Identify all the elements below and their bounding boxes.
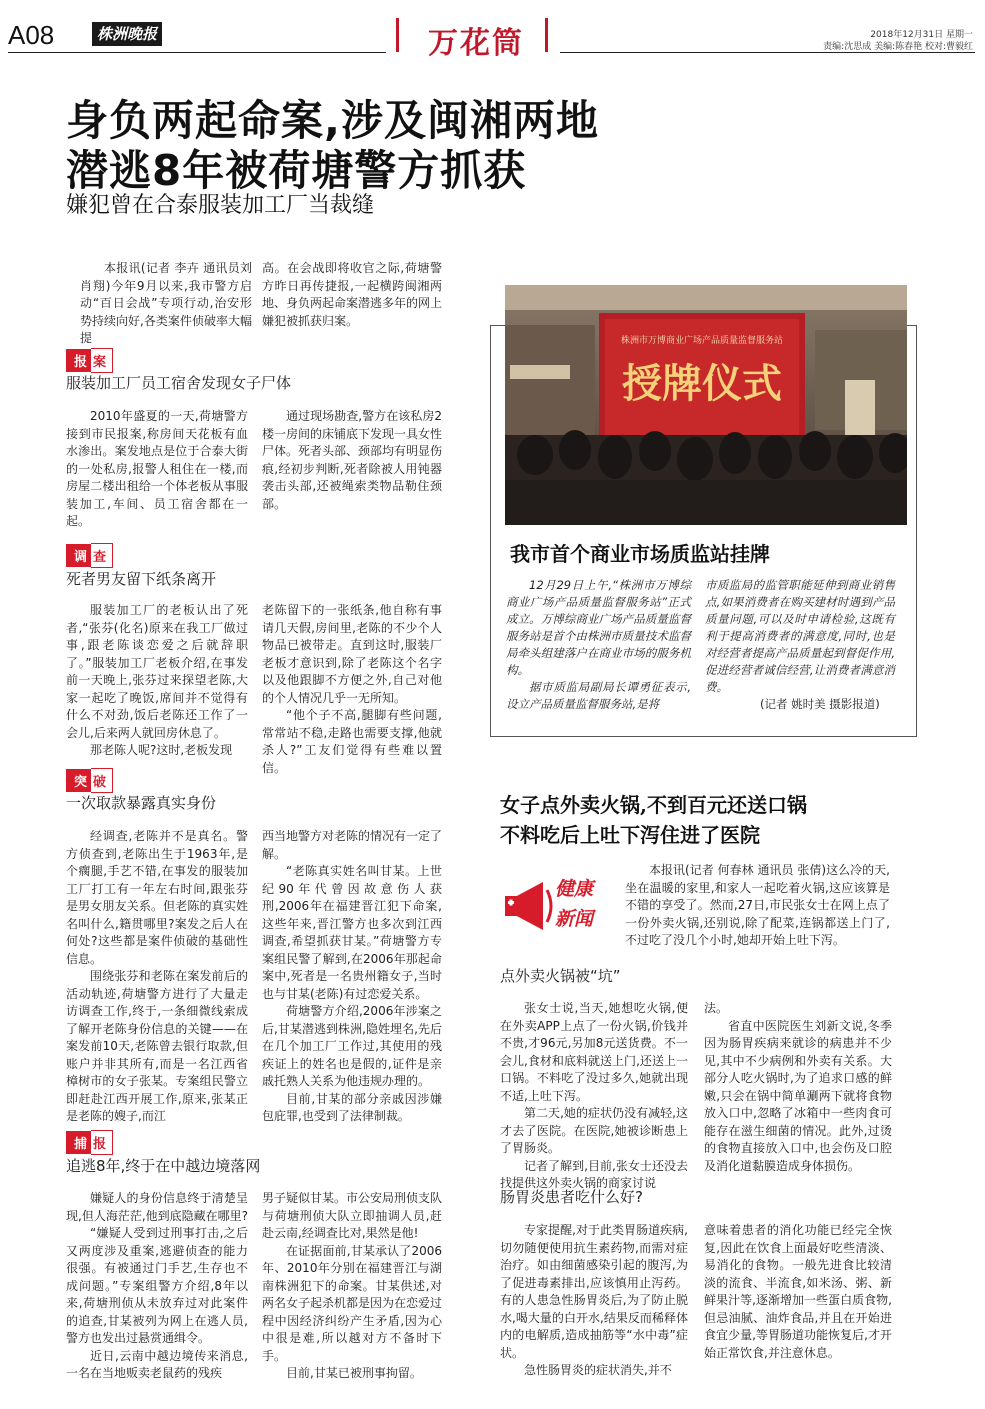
section-1-col-2: 通过现场勘查,警方在该私房2楼一房间的床铺底下发现一具女性尸体。死者头部、颈部均有明显伤痕,经初步判断,死者除被人用钝器袭击头部,还被绳索类物品勒住颈部。: [262, 409, 443, 511]
paper-logo: 株洲晚报: [92, 22, 162, 46]
hotpot-sub-2-heading: 肠胃炎患者吃什么好?: [500, 1188, 643, 1206]
screen-caption: 株洲市万博商业广场产品质量监督服务站: [620, 336, 784, 346]
market-box-byline: (记者 姚时美 摄影报道): [760, 697, 880, 711]
health-news-badge: [503, 870, 619, 942]
market-box-col-2: 市质监局的监管职能延伸到商业销售点,如果消费者在购买建材时遇到产品质量问题,可以及时申请检验,这既有利于提高消费者的满意度,同时,也是对经营者提高产品质量起到督促作用,促进经营者诚信经营,让消费者满意消费。: [705, 578, 895, 694]
tag-capture: 捕 报: [66, 1130, 113, 1155]
headline-line-1: 身负两起命案,涉及闽湘两地: [66, 96, 599, 145]
ceremony-photo: [505, 285, 907, 525]
hotpot-sub-1-col-2: 法。 省直中医院医生刘新文说,冬季因为肠胃疾病来就诊的病患并不少见,其中不少病例和外卖有关系。大部分人吃火锅时,为了追求口感的鲜嫩,只会在锅中简单涮两下就将食物放入口中,忽略了冰箱中一些肉食可能存在滋生细菌的情况。此外,过烫的食物直接放入口中,也会伤及口腔及消化道黏膜造成身体损伤。: [704, 1001, 892, 1173]
section-title: 万花筒: [428, 26, 524, 61]
hotpot-sub-2-col-1: 专家提醒,对于此类胃肠道疾病,切勿随便使用抗生素药物,而需对症治疗。如由细菌感染引起的腹泻,为了促进毒素排出,应该慎用止泻药。有的人患急性肠胃炎后,为了防止脱水,喝大量的白开水,结果反而稀释体内的电解质,造成抽筋等“水中毒”症状。 急性肠胃炎的症状消失,并不: [500, 1223, 688, 1377]
headline-subtitle: 嫌犯曾在合泰服装加工厂当裁缝: [66, 193, 375, 218]
tag-investigate: 调 查: [66, 543, 113, 568]
editor-credits: 责编:沈思成 美编:陈春艳 校对:曹毅红: [823, 42, 973, 52]
hotpot-lead: 本报讯(记者 何春林 通讯员 张倩)这么冷的天,坐在温暖的家里,和家人一起吃着火锅,这应该算是不错的享受了。然而,27日,市民张女士在网上点了一份外卖火锅,还别说,除了配菜,连锅都送上门了,不过吃了没几个小时,她却开始上吐下泻。: [625, 863, 890, 947]
hotpot-sub-2-col-2: 意味着患者的消化功能已经完全恢复,因此在饮食上面最好吃些清淡、易消化的食物。一般先进食比较清淡的流食、半流食,如米汤、粥、新鲜果汁等,逐渐增加一些蛋白质食物,但忌油腻、油炸食品,并且在开始进食宜少量,等胃肠道功能恢复后,才开始正常饮食,并注意休息。: [704, 1223, 892, 1360]
hotpot-title-2: 不料吃后上吐下泻住进了医院: [500, 823, 760, 847]
section-1-col-1: 2010年盛夏的一天,荷塘警方接到市民报案,称房间天花板有血水渗出。案发地点是位于合泰大街的一处私房,报警人租住在一楼,而房屋二楼出租给一个体老板从事服装加工,车间、员工宿舍都在一起。: [66, 409, 248, 528]
section-4-heading: 追逃8年,终于在中越边境落网: [66, 1157, 261, 1175]
market-box-col-1: 12月29日上午,“株洲市万博综商业广场产品质量监督服务站”正式成立。万博综商业广场产品质量监督服务站是首个由株洲市质量技术监督局牵头组建落户在商业市场的服务机构。 据市质监局副局长谭勇征表示,设立产品质量监督服务站,是将: [506, 578, 691, 711]
hotpot-sub-1-heading: 点外卖火锅被“坑”: [500, 967, 621, 985]
ceremony-illustration: [505, 285, 907, 525]
section-3-heading: 一次取款暴露真实身份: [66, 794, 217, 812]
hotpot-title-1: 女子点外卖火锅,不到百元还送口锅: [500, 793, 807, 817]
section-2-col-1: 服装加工厂的老板认出了死者,“张芬(化名)原来在我工厂做过事,跟老陈谈恋爱之后就辞职了。”服装加工厂老板介绍,在事发前一天晚上,张芬过来探望老陈,大家一起吃了晚饭,席间并不觉得有什么不对劲,饭后老陈还工作了一会儿,后来两人就回房休息了。 那老陈人呢?这时,老板发现: [66, 603, 248, 757]
hotpot-sub-1-col-1: 张女士说,当天,她想吃火锅,便在外卖APP上点了一份火锅,价钱并不贵,才96元,另加8元送货费。不一会儿,食材和底料就送上门,还送上一口锅。不料吃了没过多久,她就出现不适,上吐下泻。 第二天,她的症状仍没有减轻,这才去了医院。在医院,她被诊断患上了胃肠炎。 记者了解到,目前,张女士还没去找提供这外卖火锅的商家讨说: [500, 1001, 688, 1190]
section-4-col-1: 嫌疑人的身份信息终于清楚呈现,但人海茫茫,他到底隐藏在哪里? “嫌疑人受到过刑事打击,之后又两度涉及重案,逃避侦查的能力很强。有被通过门手艺,生存也不成问题。”专案组警方介绍,8年以来,荷塘刑侦从未放弃过对此案件的追查,甘某被列为网上在逃人员,警方也发出过悬赏通缉令。 近日,云南中越边境传来消息,一名在当地贩卖老鼠药的残疾: [66, 1191, 248, 1380]
intro-col-1: 本报讯(记者 李卉 通讯员刘肖翔)今年9月以来,我市警方启动“百日会战”专项行动,治安形势持续向好,各类案件侦破率大幅提: [80, 261, 252, 345]
intro-col-2: 高。在会战即将收官之际,荷塘警方昨日再传捷报,一起横跨闽湘两地、身负两起命案潜逃多年的网上嫌犯被抓获归案。: [262, 261, 443, 328]
market-box-title: 我市首个商业市场质监站挂牌: [510, 542, 770, 566]
section-2-col-2: 老陈留下的一张纸条,他自称有事请几天假,房间里,老陈的不少个人物品已被带走。直到这时,服装厂老板才意识到,除了老陈这个名字以及他跟脚不方便之外,自己对他的个人情况几乎一无所知。 “他个子不高,腿脚有些问题,常常站不稳,走路也需要支撑,他就杀人?”工友们觉得有些难以置信。: [262, 603, 442, 775]
section-4-col-2: 男子疑似甘某。市公安局刑侦支队与荷塘刑侦大队立即抽调人员,赶赴云南,经调查比对,果然是他! 在证据面前,甘某承认了2006年、2010年分别在福建晋江与湖南株洲犯下的命案。甘某供述,对两名女子起杀机都是因为在恋爱过程中因经济纠纷产生矛盾,因为心中很是难,所以越对方不备时下手。 目前,甘某已被刑事拘留。: [262, 1191, 443, 1380]
section-bar-left: [396, 18, 399, 52]
section-1-heading: 服装加工厂员工宿舍发现女子尸体: [66, 374, 292, 392]
headline-line-2: 潜逃8年被荷塘警方抓获: [66, 146, 527, 195]
section-3-col-1: 经调查,老陈并不是真名。警方侦查到,老陈出生于1963年,是个瘸腿,手艺不错,在事发的服装加工厂打工有一年左右时间,跟张芬是男女朋友关系。但老陈的真实姓名叫什么,籍贯哪里?案发之后人在何处?这些都是案件侦破的基础性信息。 围绕张芬和老陈在案发前后的活动轨迹,荷塘警方进行了大量走访调查工作,终于,一条细微线索成了解开老陈身份信息的关键——在案发前10天,老陈曾去银行取款,但账户并非其所有,而是一名江西省樟树市的女子张某。专案组民警立即赶赴江西开展工作,原来,张某正是老陈的嫂子,而江: [66, 829, 248, 1123]
badge-text-2: 新闻: [555, 908, 594, 930]
header-rule-right: [560, 52, 975, 53]
section-3-col-2: 西当地警方对老陈的情况有一定了解。 “老陈真实姓名叫甘某。上世纪90年代曾因故意伤人获刑,2006年在福建晋江犯下命案,这些年来,晋江警方也多次到江西调查,希望抓获甘某。”荷塘警方专案组民警了解到,在2006年那起命案中,死者是一名贵州籍女子,当时也与甘某(老陈)有过恋爱关系。 荷塘警方介绍,2006年涉案之后,甘某潜逃到株洲,隐姓埋名,先后在几个加工厂工作过,其使用的残疾证上的姓名也是假的,证件是亲戚托熟人关系为他违规办理的。 目前,甘某的部分亲戚因涉嫌包庇罪,也受到了法律制裁。: [262, 829, 443, 1123]
badge-text-1: 健康: [555, 878, 594, 900]
header-rule-left: [8, 52, 386, 53]
page-number: A08: [8, 20, 55, 50]
screen-title: 授牌仪式: [622, 360, 782, 407]
section-bar-right: [545, 18, 548, 52]
tag-breakthrough: 突 破: [66, 768, 113, 793]
section-2-heading: 死者男友留下纸条离开: [66, 570, 217, 588]
issue-date: 2018年12月31日 星期一: [870, 30, 973, 40]
tag-report: 报 案: [66, 348, 113, 373]
